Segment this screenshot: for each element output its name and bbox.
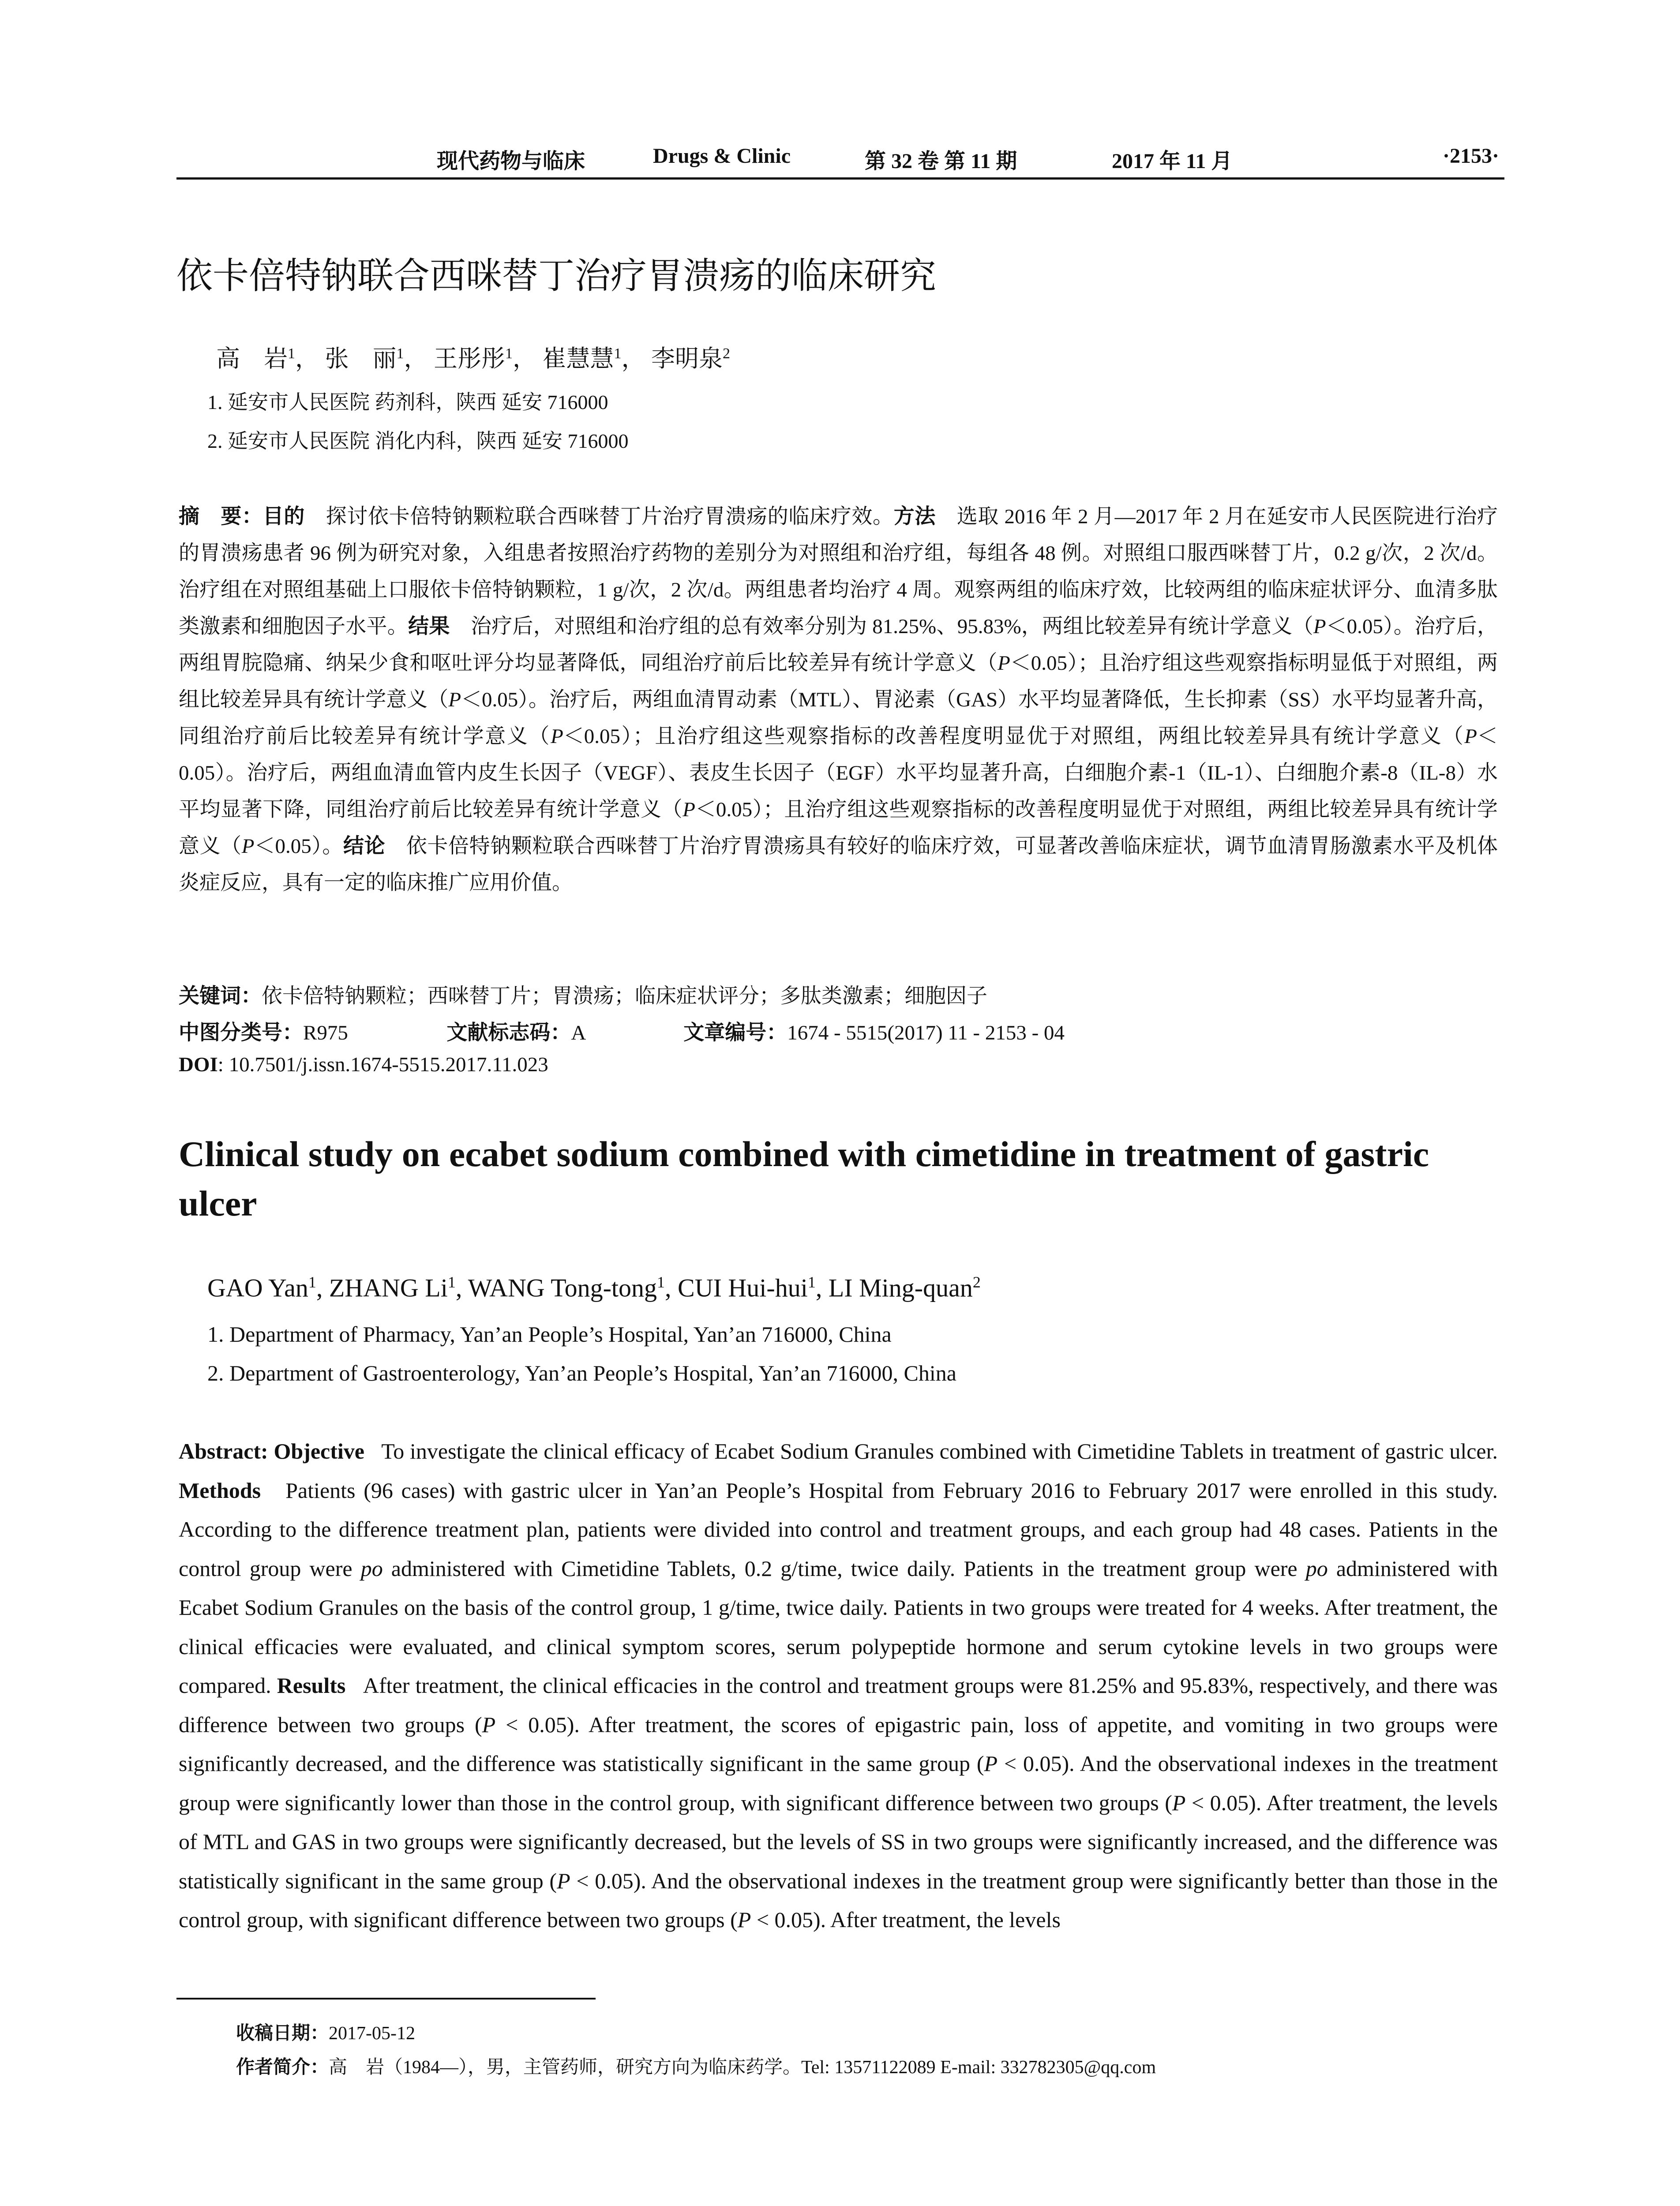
methods-label-en: Methods <box>179 1478 261 1503</box>
author-affil-mark: 1 <box>807 1273 816 1291</box>
page-number: ·2153· <box>1443 144 1500 168</box>
author-affil-mark: 2 <box>723 345 730 362</box>
keywords-text-cn: 依卡倍特钠颗粒；西咪替丁片；胃溃疡；临床症状评分；多肽类激素；细胞因子 <box>262 985 987 1008</box>
volume-issue: 第 32 卷 第 11 期 <box>865 150 1017 173</box>
author-affil-mark: 1 <box>308 1273 316 1291</box>
results-cn-1: 治疗后，对照组和治疗组的总有效率分别为 81.25%、95.83%，两组比较差异有统计学意义（ <box>470 615 1313 638</box>
results-label-cn: 结果 <box>408 615 450 638</box>
title-en: Clinical study on ecabet sodium combined with cimetidine in treatment of gastric ulcer <box>179 1134 1429 1223</box>
clc-label: 中图分类号： <box>179 1021 303 1044</box>
p-symbol: P <box>241 835 255 858</box>
results-en-3: < 0.05). And the observational indexes in the treatment group were significantly lower than those in the control group, with significant difference between two groups ( <box>179 1751 1498 1815</box>
objective-en: To investigate the clinical efficacy of Ecabet Sodium Granules combined with Cimetidine Tablets in treatment of gastric ulcer. <box>381 1439 1498 1463</box>
affiliation-cn-1: 1. 延安市人民医院 药剂科，陕西 延安 716000 <box>207 391 608 413</box>
abstract-cn-label: 摘 要： <box>179 505 263 528</box>
methods-en-2: administered with Cimetidine Tablets, 0.2 g/time, twice daily. Patients in the treatment group were <box>391 1556 1298 1581</box>
header-rule <box>176 177 1504 180</box>
conclusion-label-cn: 结论 <box>343 835 386 858</box>
results-cn-5: ＜0.05）；且治疗组这些观察指标的改善程度明显优于对照组，两组比较差异具有统计学意义（ <box>563 725 1465 748</box>
author-affil-mark: 1 <box>396 345 404 362</box>
classification-line <box>179 1016 1065 1046</box>
doi-value: : 10.7501/j.issn.1674-5515.2017.11.023 <box>218 1053 548 1076</box>
p-symbol: P <box>1464 725 1478 748</box>
author-en: WANG Tong-tong <box>468 1273 657 1302</box>
issue-date: 2017 年 11 月 <box>1112 150 1233 173</box>
author-cn: 高 岩 <box>216 345 288 372</box>
author-affil-mark: 1 <box>288 345 295 362</box>
results-en-2: < 0.05). After treatment, the scores of epigastric pain, loss of appetite, and vomiting in two groups were significantly decreased, and the difference was statistically significant in the same group ( <box>179 1712 1498 1776</box>
abstract-cn <box>179 499 1498 901</box>
authors-cn: 高 岩$^1$， 张 丽$^1$， 王彤彤$^1$， 崔慧慧$^1$， 李明泉$^2$ <box>216 345 730 372</box>
author-affil-mark: 1 <box>505 345 513 362</box>
methods-cn: 选取 2016 年 2 月—2017 年 2 月在延安市人民医院进行治疗的胃溃疡患者 96 例为研究对象，入组患者按照治疗药物的差别分为对照组和治疗组，每组各 48 例。对照组口服西咪替丁片，0.2 g/次，2 次/d。治疗组在对照组基础上口服依卡倍特钠颗粒，1 g/次，2 次/d。两组患者均治疗 4 周。观察两组的临床疗效，比较两组的临床症状评分、血清多肽类激素和细胞因子水平。 <box>179 505 1498 638</box>
affiliation-en-1: 1. Department of Pharmacy, Yan’an People’s Hospital, Yan’an 716000, China <box>207 1322 892 1347</box>
authors-en: GAO Yan$^1$, ZHANG Li$^1$, WANG Tong-tong$^1$, CUI Hui-hui$^1$, LI Ming-quan$^2$ <box>207 1273 981 1302</box>
abstract-en-label: Abstract: Objective <box>179 1439 364 1463</box>
author-cn: 李明泉 <box>651 345 723 372</box>
journal-name-en: Drugs & Clinic <box>653 144 791 168</box>
p-symbol: P <box>551 725 563 748</box>
affiliation-en-2: 2. Department of Gastroenterology, Yan’an People’s Hospital, Yan’an 716000, China <box>207 1361 956 1385</box>
author-cn: 张 丽 <box>325 345 397 372</box>
article-number-value: 1674 - 5515(2017) 11 - 2153 - 04 <box>787 1021 1065 1044</box>
doc-code-label: 文献标志码： <box>446 1021 571 1044</box>
author-cn: 崔慧慧 <box>542 345 614 372</box>
results-cn-4: ＜0.05）。治疗后，两组血清胃动素（MTL）、胃泌素（GAS）水平均显著降低，生长抑素（SS）水平均显著升高，同组治疗前后比较差异有统计学意义（ <box>179 688 1498 748</box>
author-affil-mark: 2 <box>972 1273 981 1291</box>
author-affil-mark: 1 <box>447 1273 456 1291</box>
abstract-en <box>179 1432 1498 1940</box>
author-cn: 王彤彤 <box>434 345 505 372</box>
p-symbol: P <box>448 688 461 711</box>
title-cn: 依卡倍特钠联合西咪替丁治疗胃溃疡的临床研究 <box>176 255 937 297</box>
po-term: po <box>1305 1556 1328 1581</box>
results-cn-7: ＜0.05）；且治疗组这些观察指标的改善程度明显优于对照组，两组比较差异具有统计学意义（ <box>179 798 1498 858</box>
methods-label-cn: 方法 <box>893 505 936 528</box>
p-symbol: P <box>1313 615 1326 638</box>
results-cn-3: ＜0.05）；且治疗组这些观察指标明显低于对照组，两组比较差异具有统计学意义（ <box>179 652 1498 711</box>
running-header <box>176 140 1504 176</box>
methods-en-3: administered with Ecabet Sodium Granules on the basis of the control group, 1 g/time, twice daily. Patients in two groups were treated for 4 weeks. After treatment, the clinical efficacies were evaluated, and clinical symptom scores, serum polypeptide hormone and serum cytokine levels in two groups were compared. <box>179 1556 1498 1698</box>
results-cn-8: ＜0.05）。 <box>254 835 344 858</box>
clc-value: R975 <box>303 1021 348 1044</box>
footnote-rule <box>176 1998 596 2000</box>
p-symbol: P <box>737 1907 751 1932</box>
results-cn-2: ＜0.05）。治疗后，两组胃脘隐痛、纳呆少食和呕吐评分均显著降低，同组治疗前后比较差异有统计学意义（ <box>179 615 1498 675</box>
journal-name-cn: 现代药物与临床 <box>437 150 585 173</box>
p-symbol: P <box>482 1712 496 1737</box>
bio-label: 作者简介： <box>236 2057 329 2078</box>
author-affil-mark: 1 <box>657 1273 665 1291</box>
author-en: CUI Hui-hui <box>678 1273 808 1302</box>
keywords-label-cn: 关键词： <box>179 985 262 1008</box>
objective-cn: 探讨依卡倍特钠颗粒联合西咪替丁片治疗胃溃疡的临床疗效。 <box>326 505 894 528</box>
author-en: GAO Yan <box>207 1273 308 1302</box>
results-en-4: < 0.05). After treatment, the levels of MTL and GAS in two groups were significantly decreased, but the levels of SS in two groups were significantly increased, and the difference was statistically significant in the same group ( <box>179 1790 1498 1893</box>
received-date <box>236 2018 415 2045</box>
received-value: 2017-05-12 <box>329 2023 415 2044</box>
results-label-en: Results <box>277 1673 346 1698</box>
author-en: ZHANG Li <box>329 1273 448 1302</box>
article-number-label: 文章编号： <box>683 1021 788 1044</box>
p-symbol: P <box>984 1751 998 1776</box>
doi-label: DOI <box>179 1053 218 1076</box>
p-symbol: P <box>1172 1790 1186 1815</box>
doi-line <box>179 1053 548 1077</box>
results-cn-6: ＜0.05）。治疗后，两组血清血管内皮生长因子（VEGF）、表皮生长因子（EGF）水平均显著升高，白细胞介素-1（IL-1）、白细胞介素-8（IL-8）水平均显著下降，同组治疗前后比较差异有统计学意义（ <box>179 725 1498 821</box>
results-en-1: After treatment, the clinical efficacies in the control and treatment groups were 81.25% and 95.83%, respectively, and there was difference between two groups ( <box>179 1673 1498 1737</box>
results-en-5: < 0.05). And the observational indexes in the treatment group were significantly better than those in the control group, with significant difference between two groups ( <box>179 1868 1498 1932</box>
p-symbol: P <box>557 1868 570 1893</box>
author-bio <box>236 2052 1156 2079</box>
author-en: LI Ming-quan <box>828 1273 973 1302</box>
received-label: 收稿日期： <box>236 2023 329 2044</box>
p-symbol: P <box>998 652 1010 675</box>
p-symbol: P <box>682 798 695 821</box>
results-en-6: < 0.05). After treatment, the levels <box>751 1907 1061 1932</box>
objective-label-cn: 目的 <box>262 505 305 528</box>
affiliation-cn-2: 2. 延安市人民医院 消化内科，陕西 延安 716000 <box>207 430 629 452</box>
conclusion-cn: 依卡倍特钠颗粒联合西咪替丁片治疗胃溃疡具有较好的临床疗效，可显著改善临床症状，调节血清胃肠激素水平及机体炎症反应，具有一定的临床推广应用价值。 <box>179 835 1498 894</box>
doc-code-value: A <box>571 1021 585 1044</box>
bio-text: 高 岩（1984—），男，主管药师，研究方向为临床药学。Tel: 13571122089 E-mail: 332782305@qq.com <box>329 2057 1156 2078</box>
keywords-cn <box>179 979 987 1009</box>
author-affil-mark: 1 <box>614 345 622 362</box>
po-term: po <box>360 1556 383 1581</box>
methods-en-1: Patients (96 cases) with gastric ulcer in Yan’an People’s Hospital from February 2016 to February 2017 were enrolled in this study. According to the difference treatment plan, patients were divided into control and treatment groups, and each group had 48 cases. Patients in the control group were <box>179 1478 1498 1581</box>
